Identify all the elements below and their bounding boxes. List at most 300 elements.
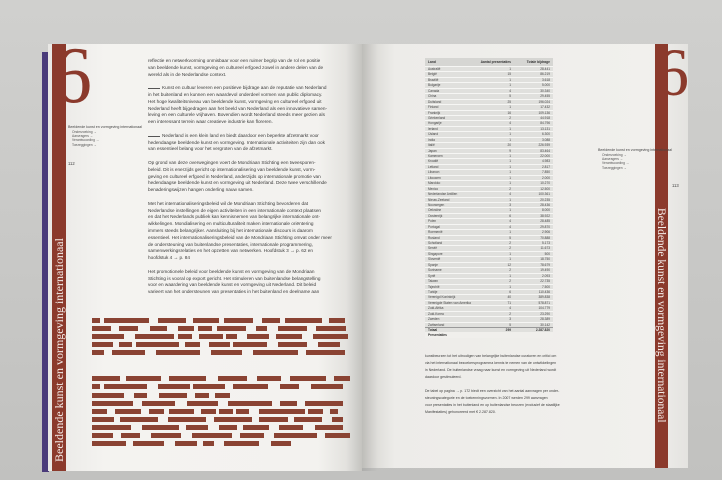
table-row-cell: 1 (509, 105, 511, 110)
paragraph (148, 85, 358, 126)
line-text: kunstbeurzen tot het uitnodigen van belangrijke buitenlandse curatoren en critici om (425, 354, 557, 358)
table-row (425, 262, 553, 267)
table-row (425, 229, 553, 234)
table-row-cell: 2 (509, 268, 511, 273)
table-row (425, 267, 553, 272)
table-row-cell: 1 (509, 126, 511, 131)
text-line (148, 72, 358, 79)
table-row-cell: Roemenië (428, 230, 443, 235)
table-row (425, 142, 553, 147)
text-line (148, 248, 358, 255)
table-row (425, 294, 553, 299)
table-row (425, 197, 553, 202)
table-row-cell: Portugal (428, 224, 440, 229)
table-row (425, 104, 553, 109)
table-row-cell: Mexico (428, 186, 439, 191)
text-line (148, 255, 358, 262)
line-text: hedendaagse beeldende kunst en vormgeving uit Nederland. Deze twee verschillende (148, 180, 327, 186)
line-text: in Nederland. De buitenlandse vraag naar kunst en vormgeving uit Nederland wordt (425, 368, 557, 372)
table-row-cell: 2.093 (542, 273, 550, 278)
text-line (148, 201, 358, 208)
table-row-cell: Servië (428, 246, 438, 251)
table-row-cell: 4 (509, 219, 511, 224)
table-row-cell: 44.918 (540, 115, 550, 120)
side-nav-item: Aanvragers → (602, 156, 624, 161)
table-row-cell: Singapore (428, 251, 443, 256)
line-text: reflectie en netwerkvorming onmisbaar voor een ruimer begrip van de rol en positie (148, 58, 321, 63)
table-row-cell: 15 (507, 72, 511, 77)
table-row (425, 137, 553, 142)
table-row-cell: Slovenië (428, 257, 441, 262)
page-number-left: 112 (68, 161, 75, 166)
text-line (425, 367, 579, 374)
line-text: beleid. Dit is enerzijds gericht op internationalisering van beeldende kunst, vorm- (148, 166, 316, 172)
table-row (425, 278, 553, 283)
side-nav-item: Verantwoording → (602, 161, 630, 166)
text-line (148, 276, 358, 283)
text-line (148, 242, 358, 249)
table-row-cell: 104.779 (538, 306, 550, 311)
table-row (425, 186, 553, 191)
table-row-cell: 109.136 (538, 110, 550, 115)
table-row-cell: 28.389 (540, 317, 550, 322)
table-row (425, 311, 553, 316)
running-head-right: Beeldende kunst en vormgeving internationaal (598, 148, 672, 152)
text-line (148, 140, 358, 147)
table-row-cell: 5.173 (542, 241, 550, 245)
table-row-cell: 500 (544, 251, 550, 256)
table-row (425, 224, 553, 229)
line-text: Nederland is een klein land en biedt daardoor een beperkte afzetmarkt voor (162, 132, 319, 138)
table-total-row-cell: 299 (505, 328, 511, 332)
paragraph (148, 201, 358, 262)
line-text: Met het internationaliseringsbeleid wil de Mondriaan Stichting bevorderen dat (148, 200, 308, 206)
line-text: leving en een culturele vrijhaven. Bovendien wordt Nederland steeds meer gezien als (148, 112, 325, 118)
table-row-cell: 4 (509, 306, 511, 311)
table-row (425, 316, 553, 321)
text-line (425, 388, 579, 395)
table-row (425, 191, 553, 196)
line-text: Het hoge kwaliteitsniveau van beeldende kunst, vormgeving en cultureel erfgoed uit (148, 98, 322, 104)
table-row (425, 251, 553, 256)
text-line (425, 374, 579, 381)
paragraph (425, 388, 579, 416)
line-text: Het promotionele beleid voor beeldende kunst en vormgeving van de Mondriaan (148, 268, 315, 274)
line-text: essentieel. Het internationaliseringsbeleid van de Mondriaan Stichting omvat onder meer (148, 234, 332, 240)
table-row (425, 93, 553, 98)
table-row-cell: 29.455 (540, 94, 550, 99)
table-row-cell: 5 (509, 94, 511, 99)
table-row-cell: 1 (509, 208, 511, 213)
table-row (425, 180, 553, 185)
line-text: Op grond van deze overwegingen voert de Mondriaan Stichting een tweesporen- (148, 159, 316, 165)
table-row-cell: 22.735 (540, 279, 550, 284)
line-text: immers steeds belangrijker. Aansluiting bij het internationale discours is daarom (148, 227, 313, 233)
table-row-cell: 17.432 (540, 105, 550, 110)
table-row-cell: 1 (509, 284, 511, 289)
side-nav-item: Onderzoeking → (602, 152, 627, 157)
side-nav-item: Onderzoeking → (72, 129, 97, 134)
table-row (425, 99, 553, 104)
table-row (425, 175, 553, 180)
table-row (425, 284, 553, 289)
table-row-cell: 22.000 (540, 154, 550, 158)
table-row (425, 131, 553, 136)
line-text: een interessant terrein waar creatieve industrie kan floreren. (148, 119, 273, 125)
table-row-cell: 12 (507, 262, 511, 267)
table-row-cell: 2 (509, 186, 511, 191)
table-row-cell: Finland (428, 105, 439, 110)
table-row-cell: Duitsland (428, 99, 442, 104)
table-row (425, 71, 553, 76)
table-row-cell: 20 (507, 143, 511, 148)
text-line (148, 282, 358, 289)
text-line (148, 119, 358, 126)
table-row-cell: 10.270 (540, 181, 550, 186)
table-row (425, 110, 553, 115)
table-row-cell: Canada (428, 88, 440, 93)
table-caption: Presentaties (425, 332, 553, 338)
table-row-cell: 1 (509, 257, 511, 262)
line-text: hedendaagse beeldende kunst en vormgeving. Internationale activiteiten zijn dan ook (148, 139, 325, 145)
table-row-cell: 2.817 (542, 164, 550, 169)
table-row-cell: Verenigde Staten van Amerika (428, 300, 471, 305)
table-row (425, 202, 553, 207)
table-row-cell: 2 (509, 241, 511, 245)
table-row (425, 120, 553, 125)
table-row-cell: Frankrijk (428, 110, 441, 115)
table-row-cell: Kroatië (428, 159, 439, 164)
table-row-cell: 8.000 (542, 208, 550, 213)
side-nav-right (602, 153, 629, 171)
line-text: wereld als in de Nederlandse context. (148, 71, 227, 77)
table-row-cell: 20.235 (540, 197, 550, 202)
table-total-row-cell: 2.287.820 (535, 328, 550, 332)
table-row-cell: Australië (428, 67, 441, 71)
table-row (425, 126, 553, 131)
table-row-cell: 23.290 (540, 311, 550, 316)
table-header (425, 58, 553, 66)
line-text: via het internationaal bezoekersprogramma kennis te nemen van de ontwikkelingen (425, 361, 557, 365)
paragraph (148, 160, 358, 194)
table-row-cell: 196.024 (538, 99, 550, 104)
table-row (425, 169, 553, 174)
table-row-cell: 5.000 (542, 83, 550, 88)
table-row-cell: 84.796 (540, 121, 550, 126)
body-text-right (425, 353, 579, 423)
table-row-cell: Japan (428, 148, 437, 153)
table-row-cell: 4 (509, 192, 511, 197)
table-row-cell: 2 (509, 279, 511, 284)
section-title-vertical-left: Beeldende kunst en vormgeving internationaal (52, 238, 66, 462)
table-row-cell: 1 (509, 154, 511, 158)
table-row-cell: 389.838 (538, 295, 550, 300)
text-line (148, 228, 358, 235)
text-line (148, 106, 358, 113)
table-row-cell: 2 (509, 115, 511, 120)
table-row-cell: 2.906 (542, 230, 550, 235)
line-text: benaderingswijzen hangen onderling nauw samen. (148, 187, 254, 193)
table-row-cell: Schotland (428, 241, 443, 245)
table-row-cell: Oekraïne (428, 208, 442, 213)
line-text: voor en waardering van beeldende kunst en vormgeving uit Nederland. Dit beleid (148, 282, 317, 288)
table-row (425, 115, 553, 120)
text-line (425, 395, 579, 402)
table-row-cell: 1 (509, 251, 511, 256)
table-row-cell: 70.888 (540, 235, 550, 240)
table-row-cell: 40 (507, 295, 511, 300)
line-text: Kunst en cultuur leveren een positieve bijdrage aan de reputatie van Nederland (162, 85, 327, 91)
table-row-cell: 1 (509, 137, 511, 142)
line-text: steuningscategorie en de toekenningsvormen. In 2007 werden 299 aanvragen (425, 396, 548, 400)
table-row-cell: Suriname (428, 268, 442, 273)
table-row-cell: India (428, 137, 435, 142)
line-text: van essentieel belang voor het vergroten van de afzetmarkt. (148, 146, 273, 152)
table-row-cell: 78.679 (540, 262, 550, 267)
table-row (425, 153, 553, 158)
table-row-cell: Tsjechië (428, 284, 440, 289)
text-line (148, 180, 358, 187)
table-row (425, 218, 553, 223)
table-row-cell: Zwitserland (428, 322, 445, 327)
table-row-cell: Verenigd Koninkrijk (428, 295, 456, 300)
paragraph (148, 269, 358, 296)
line-text: Nederlandse instellingen de eigen activiteiten in een internationale context plaatsen (148, 207, 322, 213)
table-total-row (425, 327, 553, 332)
table-row-cell: 2.000 (542, 175, 550, 180)
table-row (425, 245, 553, 250)
table-row-cell: 2 (509, 311, 511, 316)
line-text: voor presentaties in het buitenland en op buitenlandse beurzen (exclusief de staatlijke (425, 403, 560, 407)
table-row-cell: 7.500 (542, 284, 550, 289)
line-text: van beeldende kunst, vormgeving en cultureel erfgoed zowel in andere delen van de (148, 64, 324, 70)
table-row (425, 148, 553, 153)
table-row-cell: 38.922 (540, 213, 550, 218)
table-row-cell: 226.939 (538, 143, 550, 148)
text-line (148, 289, 358, 296)
table-row-cell: Bulgarije (428, 83, 441, 88)
table-row-cell: 6 (509, 213, 511, 218)
text-line (425, 353, 579, 360)
table-row-cell: Ierland (428, 126, 438, 131)
paragraph (148, 133, 358, 153)
text-line (148, 167, 358, 174)
text-line (148, 221, 358, 228)
text-line (425, 360, 579, 367)
table-row-cell: 1 (509, 175, 511, 180)
section-title-vertical-right: Beeldende kunst en vormgeving internationaal (655, 208, 667, 423)
text-line (148, 58, 358, 65)
text-line (148, 235, 358, 242)
side-nav-left (72, 130, 99, 148)
table-row-cell: 7.850 (542, 170, 550, 175)
text-line (148, 65, 358, 72)
table-row-cell: Nieuw-Zeeland (428, 197, 450, 202)
table-header-cell: Aantal presentaties (480, 60, 511, 64)
table-row (425, 77, 553, 82)
table-row-cell: 12.500 (540, 186, 550, 191)
table-row-cell: 100.361 (538, 192, 550, 197)
table-row-cell: Hongarije (428, 121, 442, 126)
table-row-cell: Taiwan (428, 279, 438, 284)
lead-rule (148, 85, 160, 89)
table-row-cell: 578.871 (538, 300, 550, 305)
table-row (425, 322, 553, 327)
table-row-cell: 2 (509, 246, 511, 251)
line-text: en dat het Nederlands publiek kan kennisnemen van belangrijke internationale ont- (148, 214, 320, 220)
table-row (425, 289, 553, 294)
text-line (148, 133, 358, 140)
text-line (148, 85, 358, 92)
line-text: Manifestaties) gehonoreerd met € 2.287.820. (425, 410, 496, 414)
table-row-cell: 1 (509, 83, 511, 88)
table-row (425, 88, 553, 93)
table-row-cell: Marokko (428, 181, 441, 186)
table-row (425, 213, 553, 218)
lead-rule (148, 133, 160, 137)
table-row-cell: 1 (509, 77, 511, 82)
table-row-cell: 3 (509, 202, 511, 207)
side-nav-item: Toezeggingen → (602, 165, 627, 170)
table-row (425, 235, 553, 240)
running-head-left: Beeldende kunst en vormgeving internationaal (68, 125, 142, 129)
table-row-cell: 18.750 (540, 257, 550, 262)
table-row-cell: 6.300 (542, 132, 550, 137)
line-text: De tabel op pagina → p. 172 biedt een overzicht van het aantal aanvragen per onder- (425, 389, 560, 393)
text-line (148, 92, 358, 99)
text-line (148, 160, 358, 167)
text-line (148, 112, 358, 119)
table-row-cell: Rusland (428, 235, 440, 240)
text-line (148, 99, 358, 106)
country-table (425, 58, 553, 338)
body-text-left (148, 58, 358, 303)
table-row-cell: 4 (509, 121, 511, 126)
table-row-cell: Zuid-Korea (428, 311, 444, 316)
table-row-cell: 29.870 (540, 224, 550, 229)
table-row-cell: Syrië (428, 273, 436, 278)
table-row-cell: 1 (509, 181, 511, 186)
table-row (425, 207, 553, 212)
table-row-cell: Polen (428, 219, 437, 224)
table-row-cell: 1 (509, 159, 511, 164)
table-row-cell: Brazilië (428, 77, 439, 82)
text-line (425, 402, 579, 409)
table-row-cell: 4 (509, 88, 511, 93)
table-header-cell: Totale bijdrage (526, 60, 550, 64)
line-text: hoofdstuk 4 → p. 84 (148, 255, 190, 261)
table-row-cell: 28.485 (540, 219, 550, 224)
table-row-cell: 25 (507, 99, 511, 104)
table-row-cell: 1 (509, 170, 511, 175)
table-row (425, 164, 553, 169)
text-line (148, 187, 358, 194)
table-row-cell: 71 (507, 300, 511, 305)
table-row-cell: China (428, 94, 437, 99)
text-line (425, 409, 579, 416)
table-row-cell: Spanje (428, 262, 438, 267)
table-row-cell: Zweden (428, 317, 440, 322)
table-row (425, 300, 553, 305)
table-row-cell: 1 (509, 164, 511, 169)
table-row-cell: Oostenrijk (428, 213, 443, 218)
table-row-cell: 5 (509, 322, 511, 327)
table-row-cell: 11.673 (540, 246, 550, 251)
table-row-cell: 1 (509, 230, 511, 235)
line-text: de ondersteuning van buitenlandse presentaties, internationale programmering, (148, 241, 313, 247)
line-text: daardoor gestimuleerd. (425, 375, 462, 379)
table-row-cell: Nederlandse Antillen (428, 192, 458, 197)
text-line (148, 208, 358, 215)
table-row-cell: Griekenland (428, 115, 446, 120)
table-row (425, 240, 553, 245)
table-row-cell: 83.464 (540, 148, 550, 153)
table-row-cell: Noorwegen (428, 202, 445, 207)
line-text: varieert van het ondersteunen van presentaties in het buitenland en deelname aan (148, 289, 320, 295)
table-row-cell: 4.983 (542, 159, 550, 164)
table-row-cell: 30.142 (540, 322, 550, 327)
table-row-cell: 3.088 (542, 137, 550, 142)
table-row-cell: 4 (509, 224, 511, 229)
table-row-cell: 6 (509, 289, 511, 294)
table-row-cell: Zuid-Afrika (428, 306, 444, 311)
line-text: in het buitenland en kunnen een waardevol onderdeel vormen van public diplomacy. (148, 91, 323, 97)
text-line (148, 174, 358, 181)
table-row-cell: 30.340 (540, 88, 550, 93)
line-text: wikkelingen. Mondialisering en multiculturaliteit maken internationale oriëntering (148, 221, 314, 227)
table-row (425, 305, 553, 310)
page-number-right: 113 (672, 183, 679, 188)
paragraph (425, 353, 579, 381)
table-row-cell: IJsland (428, 132, 439, 137)
text-line (148, 214, 358, 221)
chapter-number-left: 6 (52, 32, 92, 120)
table-row-cell: 1 (509, 273, 511, 278)
side-nav-item: Toezeggingen → (72, 142, 97, 147)
table-row (425, 66, 553, 71)
side-nav-item: Verantwoording → (72, 138, 100, 143)
table-row (425, 273, 553, 278)
table-row-cell: België (428, 72, 437, 77)
table-row-cell: 86.219 (540, 72, 550, 77)
table-row-cell: 1 (509, 132, 511, 137)
table-header-cell: Land (428, 60, 436, 64)
table-row-cell: 13.131 (540, 126, 550, 131)
line-text: geving en cultureel erfgoed in Nederland, anderzijds op internationale promotie van (148, 173, 321, 179)
side-nav-item: Aanvragers → (72, 133, 94, 138)
table-row-cell: Letland (428, 164, 439, 169)
chapter-number-right: 6 (655, 34, 689, 110)
text-line (148, 146, 358, 153)
table-row-cell: 3 (509, 317, 511, 322)
table-row-cell: 5 (509, 235, 511, 240)
table-row-cell: Kameroen (428, 154, 443, 158)
table-total-row-cell: Totaal (428, 328, 438, 332)
table-row-cell: 28.441 (540, 67, 550, 71)
line-text: Stichting is vooral op export gericht. Het stimuleren van buitenlandse belangstelling (148, 275, 321, 281)
table-row-cell: Italië (428, 143, 435, 148)
table-row-cell: 9 (509, 148, 511, 153)
table-row-cell: 16 (507, 110, 511, 115)
table-row-cell: 1 (509, 197, 511, 202)
table-row-cell: 19.490 (540, 268, 550, 273)
table-row-cell: 28.436 (540, 202, 550, 207)
line-text: samenwerkingsrelaties en het opzetten van netwerken. Hoofdstuk 3 → p. 62 en (148, 248, 313, 254)
table-row-cell: Turkije (428, 289, 438, 294)
table-row (425, 256, 553, 261)
table-row-cell: Libanon (428, 170, 440, 175)
paragraph (148, 58, 358, 78)
